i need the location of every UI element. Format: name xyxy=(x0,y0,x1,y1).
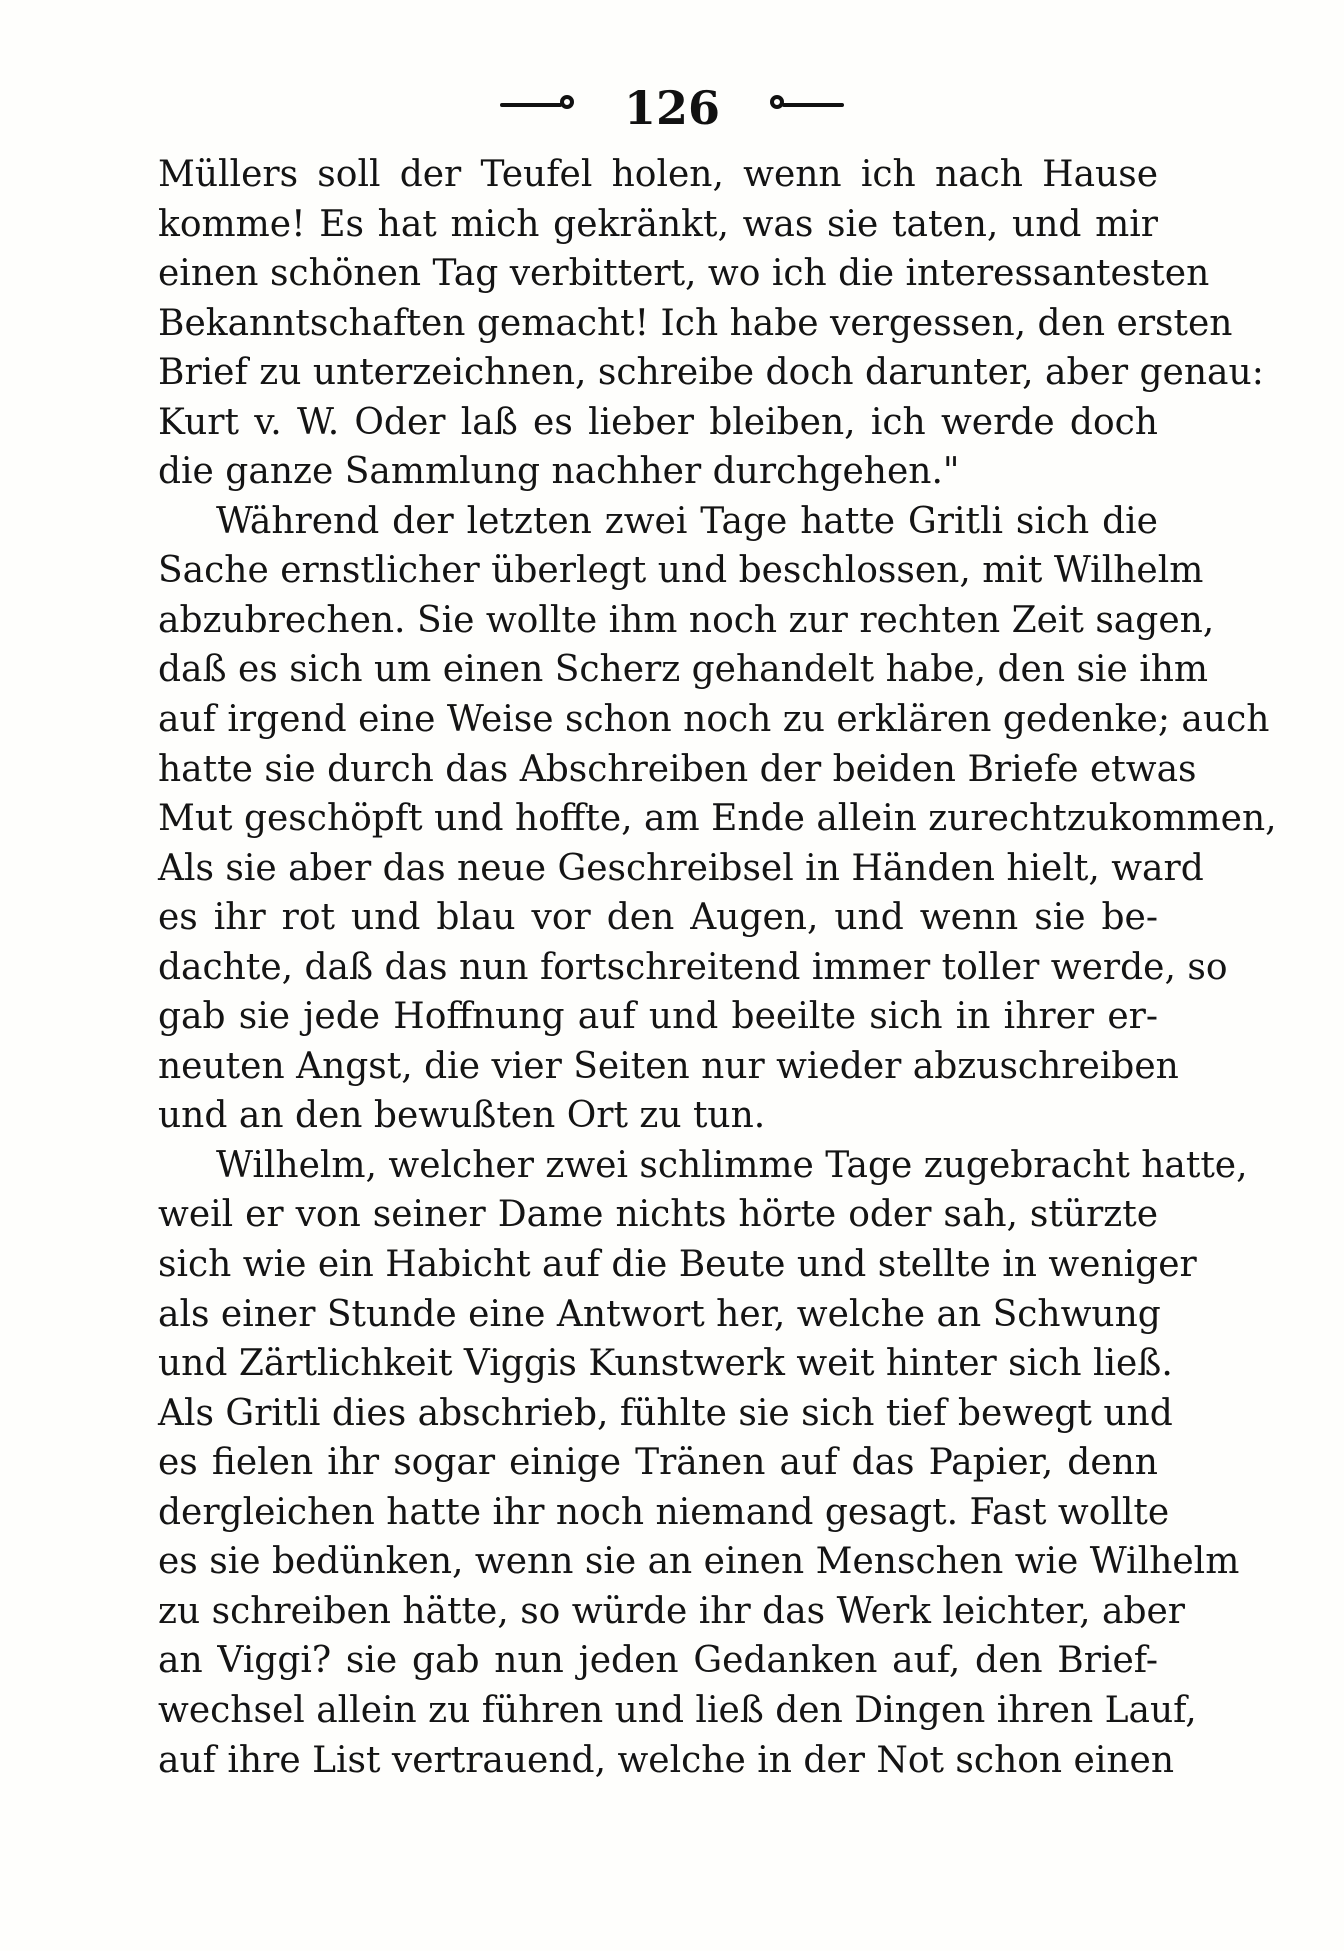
text-line: Als Gritli dies abschrieb, fühlte sie sich tief bewegt und xyxy=(158,1392,1173,1434)
paragraph xyxy=(158,150,1264,497)
text-line: Kurt v. W. Oder laß es lieber bleiben, ich werde doch xyxy=(158,401,1158,443)
text-line: gab sie jede Hoffnung auf und beeilte sich in ihrer er- xyxy=(158,996,1158,1038)
text-line: es ihr rot und blau vor den Augen, und wenn sie be- xyxy=(158,897,1158,939)
text-line: neuten Angst, die vier Seiten nur wieder abzuschreiben xyxy=(158,1045,1179,1087)
text-line: Sache ernstlicher überlegt und beschlossen, mit Wilhelm xyxy=(158,550,1204,592)
text-line: auf irgend eine Weise schon noch zu erklären gedenke; auch xyxy=(158,699,1270,741)
body-text xyxy=(158,150,1277,1785)
text-line: und Zärtlichkeit Viggis Kunstwerk weit hinter sich ließ. xyxy=(158,1343,1173,1385)
text-line: auf ihre List vertrauend, welche in der Not schon einen xyxy=(158,1739,1175,1781)
paragraph xyxy=(158,1141,1248,1785)
text-line: es sie bedünken, wenn sie an einen Menschen wie Wilhelm xyxy=(158,1541,1240,1583)
text-line: die ganze Sammlung nachher durchgehen." xyxy=(158,451,960,493)
page-header xyxy=(0,78,1344,138)
text-line: an Viggi? sie gab nun jeden Gedanken auf, den Brief- xyxy=(158,1640,1158,1682)
page-number: 126 xyxy=(623,81,721,135)
paragraph xyxy=(158,497,1277,1141)
right-ring-ornament xyxy=(770,95,784,109)
text-line: Wilhelm, welcher zwei schlimme Tage zugebracht hatte, xyxy=(216,1144,1248,1186)
text-line: daß es sich um einen Scherz gehandelt habe, den sie ihm xyxy=(158,649,1209,691)
text-line: zu schreiben hätte, so würde ihr das Werk leichter, aber xyxy=(158,1590,1186,1632)
text-line: weil er von seiner Dame nichts hörte oder sah, stürzte xyxy=(158,1194,1158,1236)
text-line: Bekanntschaften gemacht! Ich habe vergessen, den ersten xyxy=(158,302,1233,344)
left-ring-ornament xyxy=(560,95,574,109)
text-line: es fielen ihr sogar einige Tränen auf das Papier, denn xyxy=(158,1442,1158,1484)
text-line: hatte sie durch das Abschreiben der beiden Briefe etwas xyxy=(158,748,1197,790)
text-line: als einer Stunde eine Antwort her, welche an Schwung xyxy=(158,1293,1161,1335)
text-line: dachte, daß das nun fortschreitend immer toller werde, so xyxy=(158,946,1228,988)
text-line: einen schönen Tag verbittert, wo ich die interessantesten xyxy=(158,253,1210,295)
right-rule-ornament xyxy=(782,103,844,107)
text-line: abzubrechen. Sie wollte ihm noch zur rechten Zeit sagen, xyxy=(158,599,1215,641)
text-line: wechsel allein zu führen und ließ den Dingen ihren Lauf, xyxy=(158,1689,1197,1731)
text-line: sich wie ein Habicht auf die Beute und stellte in weniger xyxy=(158,1244,1197,1286)
text-line: Als sie aber das neue Geschreibsel in Händen hielt, ward xyxy=(158,847,1204,889)
text-line: und an den bewußten Ort zu tun. xyxy=(158,1095,766,1137)
text-line: komme! Es hat mich gekränkt, was sie taten, und mir xyxy=(158,203,1158,245)
text-line: Müllers soll der Teufel holen, wenn ich nach Hause xyxy=(158,154,1158,195)
left-rule-ornament xyxy=(500,103,562,107)
text-line: Brief zu unterzeichnen, schreibe doch darunter, aber genau: xyxy=(158,352,1264,394)
text-line: Während der letzten zwei Tage hatte Gritli sich die xyxy=(216,500,1158,542)
text-line: dergleichen hatte ihr noch niemand gesagt. Fast wollte xyxy=(158,1491,1170,1533)
text-line: Mut geschöpft und hoffte, am Ende allein zurechtzukommen, xyxy=(158,798,1277,840)
